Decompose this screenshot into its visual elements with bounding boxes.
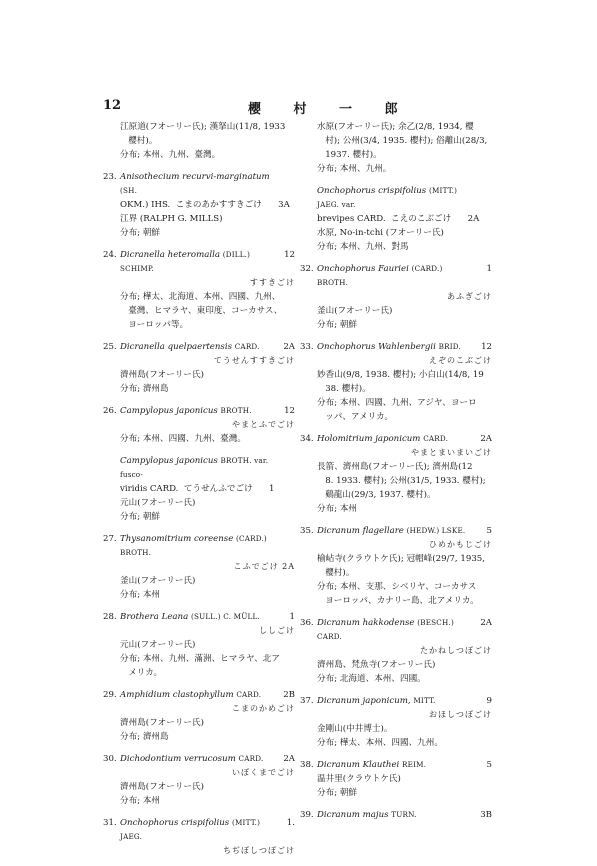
entry-heading — [103, 610, 295, 624]
entry-text-line: 分布; 濟州島 — [120, 732, 169, 742]
latin-name: Anisothecium recurvi-marginatum — [120, 172, 270, 182]
distribution-code: 5 — [486, 760, 492, 770]
author-citation: CARD. — [238, 754, 264, 763]
species-entry — [103, 248, 295, 332]
japanese-name: やまとふでごけ — [232, 420, 295, 429]
entry-heading — [300, 340, 492, 354]
author-citation: BROTH. — [220, 406, 252, 415]
entry-text-line: 江原道(フオーリー氏); 漢拏山(11/8, 1933 — [120, 122, 286, 132]
entry-text-line: 分布; 北海道、本州、四國。 — [317, 674, 426, 684]
entry-text-line: 分布; 本州、支那、シベリヤ、コーカサス — [317, 582, 477, 592]
japanese-name: たかねしつぼごけ — [420, 646, 492, 655]
entry-text-line: 濟州島、梵魚寺(フオーリー氏) — [317, 660, 436, 670]
entry-text-line: 江界 (RALPH G. MILLS) — [120, 214, 223, 224]
entry-text-line: 1937. 櫻村)。 — [317, 150, 382, 160]
entry-text-line: 分布; 本州、九州、對馬 — [317, 242, 409, 252]
latin-name: Brothera Leana — [120, 612, 189, 622]
japanese-name: えぞのこぶごけ — [429, 356, 492, 365]
entry-heading — [300, 184, 492, 212]
distribution-code: 12 — [284, 250, 295, 260]
author-citation: (SH. — [120, 186, 138, 195]
latin-name: Thysanomitrium coreense — [120, 534, 234, 544]
entry-text-line: 濟州島(フオーリー氏) — [120, 370, 204, 380]
entry-heading — [300, 262, 492, 290]
entry-text-line: 分布; 本州、九州、臺灣。 — [120, 150, 221, 160]
japanese-name: こまのかめごけ — [232, 704, 295, 713]
entry-text-line: 温井里(クラウトケ氏) — [317, 774, 401, 784]
entry-number: 34. — [300, 434, 314, 444]
entry-text-line: 櫻村)。 — [120, 136, 158, 146]
entry-text-line: 分布; 濟州島 — [120, 384, 169, 394]
author-citation: (MITT.) JAEG. — [120, 818, 261, 841]
species-entry — [103, 454, 295, 524]
entry-number: 24. — [103, 250, 117, 260]
species-entry — [103, 532, 295, 602]
entry-text-line: ヨーロッパ等。 — [120, 320, 189, 330]
entry-text-line: 濟州島(フオーリー氏) — [120, 782, 204, 792]
species-entry — [103, 340, 295, 396]
entry-text-line: 水原, No-in-tchi (フオーリー氏) — [317, 228, 444, 238]
entry-number: 30. — [103, 754, 117, 764]
japanese-name: ひめかもじごけ — [429, 540, 492, 549]
entry-text-line: brevipes CARD. こえのこぶごけ 2A — [317, 214, 480, 224]
entry-text-line: viridis CARD. てうせんふでごけ 1 — [120, 484, 275, 494]
entry-text-line: 分布; 本州 — [120, 796, 161, 806]
entry-number: 31. — [103, 818, 117, 828]
entry-text-line: 金剛山(中井博士)。 — [317, 724, 393, 734]
species-entry — [103, 816, 295, 858]
japanese-name: ししごけ — [259, 626, 295, 635]
author-citation: TURN. — [391, 810, 417, 819]
entry-text-line: 分布; 本州、九州。 — [317, 164, 392, 174]
running-head: 櫻 村 一 郎 — [248, 102, 412, 117]
author-citation: BROTH. var. fusco- — [120, 456, 269, 479]
distribution-code: 5 — [486, 526, 492, 536]
page-number: 12 — [103, 98, 122, 113]
species-entry — [300, 694, 492, 750]
entry-heading — [103, 340, 295, 354]
entry-number: 38. — [300, 760, 314, 770]
entry-text-line: 分布; 本州、四國、九州、臺灣。 — [120, 434, 246, 444]
distribution-code: 9 — [486, 696, 492, 706]
species-entry — [103, 610, 295, 680]
latin-name: Dicranella heteromalla — [120, 250, 220, 260]
distribution-code: 3B — [480, 810, 492, 820]
entry-number: 33. — [300, 342, 314, 352]
entry-heading — [103, 248, 295, 276]
latin-name: Dicranum majus — [317, 810, 389, 820]
entry-heading — [300, 758, 492, 772]
species-entry — [300, 616, 492, 686]
entry-heading — [103, 404, 295, 418]
entry-text-line: 村); 公州(3/4, 1935. 櫻村); 俗離山(28/3, — [317, 136, 488, 146]
author-citation: (BESCH.) CARD. — [317, 618, 454, 641]
species-entry — [103, 404, 295, 446]
entry-number: 32. — [300, 264, 314, 274]
entry-heading — [103, 532, 295, 560]
entry-text-line: 分布; 樺太、北海道、本州、四國、九州、 — [120, 292, 281, 302]
author-citation: CARD. — [423, 434, 449, 443]
entry-number: 35. — [300, 526, 314, 536]
author-citation: (CARD.) BROTH. — [120, 534, 267, 557]
species-entry — [300, 262, 492, 332]
japanese-name: やまとまいまいごけ — [411, 448, 492, 457]
entry-number: 39. — [300, 810, 314, 820]
japanese-name: いぼくまでごけ — [232, 768, 295, 777]
japanese-name: おほしつぼごけ — [429, 710, 492, 719]
latin-name: Campylopus japonicus — [120, 456, 218, 466]
entry-text-line: 分布; 朝鮮 — [120, 512, 161, 522]
entry-text-line: 8. 1933. 櫻村); 公州(31/5, 1933. 櫻村); — [317, 476, 486, 486]
entry-heading — [300, 694, 492, 708]
japanese-name: てうせんすすきごけ — [213, 356, 295, 365]
distribution-code: 1 — [486, 264, 492, 274]
species-entry — [103, 170, 295, 240]
author-citation: MITT. — [413, 696, 436, 705]
right-column — [300, 120, 492, 830]
japanese-name: ちぢぼしつぼごけ — [223, 846, 295, 855]
entry-text-line: 鷄龍山(29/3, 1937. 櫻村)。 — [317, 490, 436, 500]
distribution-code: 2A — [283, 342, 295, 352]
entry-text-line: メリカ。 — [120, 668, 163, 678]
distribution-code: 1. — [286, 818, 295, 828]
japanese-name: あふぎごけ — [447, 292, 492, 301]
left-column — [103, 120, 295, 866]
entry-number: 23. — [103, 172, 117, 182]
entry-text-line: 釜山(フオーリー氏) — [120, 576, 196, 586]
entry-heading — [300, 524, 492, 538]
entry-number: 36. — [300, 618, 314, 628]
distribution-code: 2A — [480, 434, 492, 444]
author-citation: (HEDW.) LSKE. — [406, 526, 466, 535]
entry-heading — [103, 170, 295, 198]
author-citation: (CARD.) BROTH. — [317, 264, 443, 287]
species-entry — [300, 184, 492, 254]
entry-heading — [103, 752, 295, 766]
latin-name: Holomitrium japonicum — [317, 434, 421, 444]
entry-text-line: 分布; 本州 — [120, 590, 161, 600]
entry-heading — [103, 688, 295, 702]
latin-name: Onchophorus crispifolius — [317, 186, 427, 196]
entry-text-line: 分布; 朝鮮 — [317, 320, 358, 330]
japanese-name: こふでごけ 2A — [233, 562, 295, 571]
entry-text-line: 分布; 本州、九州、滿洲、ヒマラヤ、北ア — [120, 654, 280, 664]
entry-number: 29. — [103, 690, 117, 700]
entry-text-line: 妙香山(9/8, 1938. 櫻村); 小白山(14/8, 19 — [317, 370, 484, 380]
latin-name: Dicranum Klauthei — [317, 760, 400, 770]
entry-text-line: 水原(フオーリー氏); 余乙(2/8, 1934, 櫻 — [317, 122, 474, 132]
entry-text-line: OKM.) IHS. こまのあかすすきごけ 3A — [120, 200, 290, 210]
entry-text-line: 臺灣、ヒマラヤ、東印度、コーカサス、 — [120, 306, 283, 316]
species-entry — [300, 808, 492, 822]
entry-heading — [300, 616, 492, 644]
latin-name: Dicranum flagellare — [317, 526, 404, 536]
author-citation: (SULL.) C. MÜLL. — [190, 612, 260, 621]
author-citation: BRID. — [438, 342, 461, 351]
latin-name: Campylopus japonicus — [120, 406, 218, 416]
species-entry — [300, 340, 492, 424]
entry-text-line: ヨーロッパ、カナリー島、北アメリカ。 — [317, 596, 479, 606]
distribution-code: 2B — [283, 690, 295, 700]
entry-text-line: ッパ、アメリカ。 — [317, 412, 393, 422]
entry-number: 28. — [103, 612, 117, 622]
author-citation: CARD. — [236, 690, 262, 699]
latin-name: Dicranella quelpaertensis — [120, 342, 232, 352]
author-citation: CARD. — [234, 342, 260, 351]
author-citation: (MITT.) JAEG. var. — [317, 186, 458, 209]
species-entry — [300, 758, 492, 800]
entry-text-line: 分布; 本州、四國、九州、アジヤ、ヨーロ — [317, 398, 477, 408]
entry-number: 25. — [103, 342, 117, 352]
distribution-code: 2A — [283, 754, 295, 764]
species-entry — [103, 688, 295, 744]
latin-name: Onchophorus Fauriei — [317, 264, 409, 274]
entry-text-line: 元山(フオーリー氏) — [120, 498, 196, 508]
latin-name: Onchophorus Wahlenbergii — [317, 342, 436, 352]
species-entry — [300, 524, 492, 608]
entry-number: 37. — [300, 696, 314, 706]
species-entry — [103, 120, 295, 162]
entry-text-line: 濟州島(フオーリー氏) — [120, 718, 204, 728]
latin-name: Dicranum japonicum, — [317, 696, 411, 706]
entry-text-line: 釜山(フオーリー氏) — [317, 306, 393, 316]
entry-text-line: 長箭、濟州島(フオーリー氏); 濟州島(12 — [317, 462, 473, 472]
entry-heading — [103, 816, 295, 844]
entry-text-line: 櫻村)。 — [317, 568, 355, 578]
distribution-code: 12 — [481, 342, 492, 352]
entry-number: 27. — [103, 534, 117, 544]
latin-name: Onchophorus crispifolius — [120, 818, 230, 828]
entry-heading — [300, 432, 492, 446]
entry-text-line: 元山(フオーリー氏) — [120, 640, 196, 650]
entry-text-line: 分布; 朝鮮 — [317, 788, 358, 798]
distribution-code: 12 — [284, 406, 295, 416]
entry-text-line: 分布; 本州 — [317, 504, 358, 514]
species-entry — [300, 120, 492, 176]
entry-text-line: 榆岾寺(クラウトケ氏); 冠帽峰(29/7, 1935, — [317, 554, 486, 564]
distribution-code: 2A — [480, 618, 492, 628]
author-citation: REIM. — [402, 760, 427, 769]
latin-name: Dicranum hakkodense — [317, 618, 415, 628]
entry-number: 26. — [103, 406, 117, 416]
entry-heading — [300, 808, 492, 822]
japanese-name: すすきごけ — [249, 278, 295, 287]
entry-text-line: 分布; 朝鮮 — [120, 228, 161, 238]
author-citation: (DILL.) SCHIMP. — [120, 250, 251, 273]
species-entry — [300, 432, 492, 516]
latin-name: Amphidium clastophyllum — [120, 690, 234, 700]
entry-text-line: 分布; 樺太、本州、四國、九州。 — [317, 738, 443, 748]
entry-text-line: 38. 櫻村)。 — [317, 384, 371, 394]
latin-name: Dichodontium verrucosum — [120, 754, 236, 764]
distribution-code: 1 — [289, 612, 295, 622]
entry-heading — [103, 454, 295, 482]
species-entry — [103, 752, 295, 808]
